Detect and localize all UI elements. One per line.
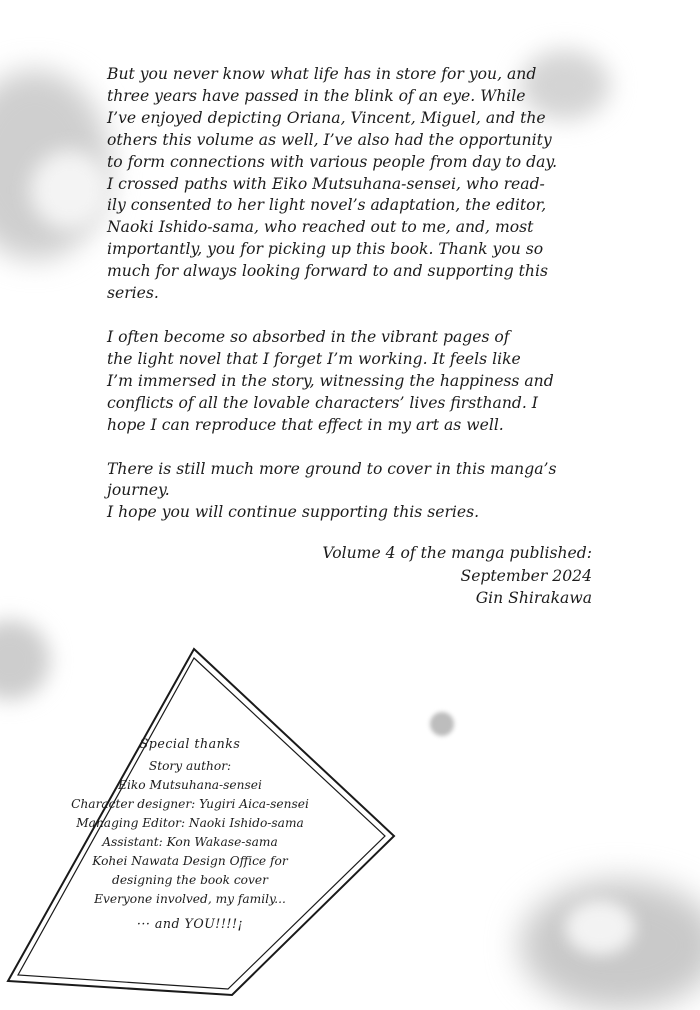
afterword-paragraph-2 (107, 327, 602, 437)
credit-line: Character designer: Yugiri Aica-sensei (71, 797, 309, 811)
credit-line: Everyone involved, my family... (94, 892, 286, 906)
signature-block (322, 542, 592, 610)
text-line: hope I can reproduce that effect in my art as well. (107, 415, 504, 434)
text-line: importantly, you for picking up this book. Thank you so (107, 240, 544, 259)
text-line: Naoki Ishido-sama, who reached out to me, and, most (107, 218, 534, 237)
grey-dot (430, 712, 454, 736)
text-line: I’m immersed in the story, witnessing the happiness and (107, 371, 554, 390)
text-line: ily consented to her light novel’s adaptation, the editor, (107, 196, 547, 215)
credit-line: Story author: (148, 759, 232, 773)
publication-note: Volume 4 of the manga published: (322, 544, 592, 562)
text-line: I hope you will continue supporting this series. (107, 503, 480, 522)
grey-blob (565, 900, 635, 955)
text-line: I often become so absorbed in the vibrant pages of (107, 327, 510, 346)
credit-line: Kohei Nawata Design Office for (92, 854, 288, 868)
afterword-paragraph-4 (107, 502, 602, 524)
credit-line: designing the book cover (112, 873, 268, 887)
text-line: I crossed paths with Eiko Mutsuhana-sensei, who read- (107, 174, 545, 193)
text-line: much for always looking forward to and supporting this (107, 262, 548, 281)
afterword-text (107, 64, 602, 524)
text-line: to form connections with various people from day to day. (107, 152, 558, 171)
afterword-paragraph-3 (107, 459, 602, 503)
credit-line: Eiko Mutsuhana-sensei (118, 778, 262, 792)
special-thanks-heading: Special thanks (139, 736, 241, 751)
credit-line: Managing Editor: Naoki Ishido-sama (76, 816, 304, 830)
text-line: the light novel that I forget I’m working. It feels like (107, 349, 521, 368)
credit-line: Assistant: Kon Wakase-sama (102, 835, 278, 849)
text-line: three years have passed in the blink of an eye. While (107, 86, 526, 105)
special-thanks-closing: ··· and YOU!!!!¡ (136, 916, 244, 931)
publication-date: September 2024 (460, 566, 592, 585)
text-line: But you never know what life has in store for you, and (107, 65, 537, 83)
text-line: conflicts of all the lovable characters’ lives firsthand. I (107, 393, 538, 412)
text-line: others this volume as well, I’ve also had the opportunity (107, 130, 552, 149)
text-line: I’ve enjoyed depicting Oriana, Vincent, Miguel, and the (107, 108, 546, 127)
text-line: series. (107, 284, 159, 303)
special-thanks-block (55, 734, 325, 933)
author-name: Gin Shirakawa (475, 589, 592, 607)
grey-blob (30, 150, 110, 230)
text-line: There is still much more ground to cover in this manga’s (107, 459, 557, 478)
afterword-paragraph-1 (107, 64, 602, 305)
text-line: journey. (107, 481, 170, 500)
